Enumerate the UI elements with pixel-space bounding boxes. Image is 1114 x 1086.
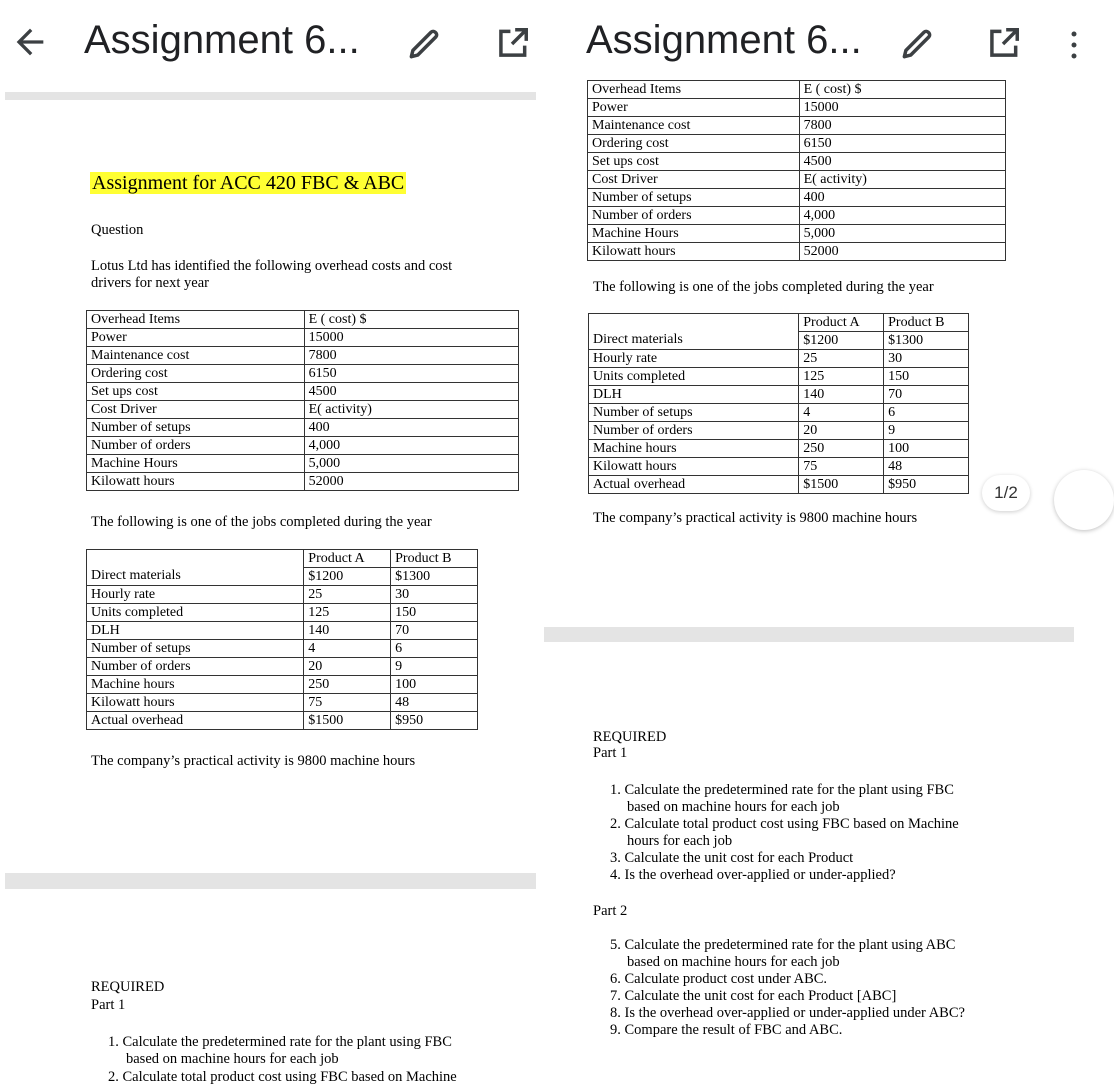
- table-cell: 52000: [799, 243, 1005, 261]
- table-cell: E( activity): [304, 401, 518, 419]
- table-row: [87, 568, 478, 586]
- pencil-icon[interactable]: [405, 25, 443, 63]
- table-cell: Units completed: [87, 604, 304, 622]
- table-cell: 4: [799, 404, 884, 422]
- table-cell: Kilowatt hours: [87, 694, 304, 712]
- table-cell: Set ups cost: [87, 383, 305, 401]
- table-row: [589, 422, 969, 440]
- table-cell: Kilowatt hours: [588, 243, 800, 261]
- list-item: 5. Calculate the predetermined rate for the plant using ABC: [610, 937, 956, 953]
- table-row: [87, 329, 519, 347]
- table-header-row: [87, 311, 519, 329]
- table-header-row: [589, 314, 969, 332]
- table-header-cell: Product A: [304, 550, 391, 568]
- table-row: [588, 171, 1006, 189]
- table-cell: 140: [799, 386, 884, 404]
- jobs-table: [588, 313, 969, 494]
- table-row: [588, 207, 1006, 225]
- table-cell: Direct materials: [589, 332, 799, 350]
- table-row: [87, 473, 519, 491]
- practical-activity-text: The company’s practical activity is 9800 machine hours: [91, 753, 416, 769]
- table-cell: Actual overhead: [589, 476, 799, 494]
- table-cell: 15000: [304, 329, 518, 347]
- table-row: [87, 347, 519, 365]
- table-cell: Hourly rate: [87, 586, 304, 604]
- table-cell: 5,000: [304, 455, 518, 473]
- table-cell: 48: [391, 694, 478, 712]
- table-row: [589, 386, 969, 404]
- list-item: 6. Calculate product cost under ABC.: [610, 971, 828, 987]
- table-header-row: [87, 550, 478, 568]
- right-document-viewer[interactable]: [540, 0, 1080, 1080]
- table-row: [589, 458, 969, 476]
- table-header-cell: [589, 314, 799, 332]
- table-cell: $1300: [884, 332, 969, 350]
- table-cell: Number of orders: [87, 437, 305, 455]
- table-row: [87, 640, 478, 658]
- table-cell: $1500: [304, 712, 391, 730]
- table-cell: 70: [391, 622, 478, 640]
- jobs-intro: The following is one of the jobs completed during the year: [593, 279, 934, 295]
- table-row: [87, 401, 519, 419]
- part1-label: Part 1: [91, 997, 126, 1013]
- table-row: [87, 694, 478, 712]
- table-cell: Hourly rate: [589, 350, 799, 368]
- table-row: [87, 455, 519, 473]
- table-cell: 125: [304, 604, 391, 622]
- arrow-left-icon[interactable]: [10, 22, 50, 62]
- table-row: [87, 712, 478, 730]
- table-cell: 20: [304, 658, 391, 676]
- pencil-icon[interactable]: [898, 25, 936, 63]
- table-cell: 9: [391, 658, 478, 676]
- overhead-costs-table: [86, 310, 519, 491]
- table-cell: 25: [304, 586, 391, 604]
- part1-list: [610, 782, 959, 884]
- table-cell: Ordering cost: [588, 135, 800, 153]
- table-cell: 75: [799, 458, 884, 476]
- table-header-cell: Product B: [884, 314, 969, 332]
- jobs-intro: The following is one of the jobs completed during the year: [91, 514, 432, 530]
- table-cell: 6: [391, 640, 478, 658]
- table-cell: $1500: [799, 476, 884, 494]
- table-cell: Machine hours: [87, 676, 304, 694]
- table-cell: Machine Hours: [87, 455, 305, 473]
- table-header-cell: E ( cost) $: [799, 81, 1005, 99]
- table-cell: 4,000: [799, 207, 1005, 225]
- table-cell: Cost Driver: [588, 171, 800, 189]
- page-gap: [544, 627, 1074, 642]
- table-row: [588, 117, 1006, 135]
- table-cell: 6150: [799, 135, 1005, 153]
- left-app-bar: [0, 0, 540, 90]
- table-cell: Direct materials: [87, 568, 304, 586]
- table-row: [87, 658, 478, 676]
- overhead-costs-table: [587, 80, 1006, 261]
- table-row: [588, 135, 1006, 153]
- table-header-cell: Product B: [391, 550, 478, 568]
- table-cell: Ordering cost: [87, 365, 305, 383]
- table-cell: Machine Hours: [588, 225, 800, 243]
- table-header-cell: E ( cost) $: [304, 311, 518, 329]
- table-cell: 400: [304, 419, 518, 437]
- table-cell: 70: [884, 386, 969, 404]
- table-row: [588, 243, 1006, 261]
- table-row: [589, 440, 969, 458]
- table-cell: E( activity): [799, 171, 1005, 189]
- open-external-icon[interactable]: [984, 25, 1022, 63]
- table-row: [87, 419, 519, 437]
- table-row: [589, 476, 969, 494]
- page-indicator: 1/2: [982, 475, 1030, 511]
- table-cell: Number of orders: [87, 658, 304, 676]
- document-title: Assignment 6...: [84, 18, 360, 62]
- table-cell: 5,000: [799, 225, 1005, 243]
- left-document-viewer[interactable]: [0, 0, 540, 1085]
- table-row: [87, 586, 478, 604]
- floating-action-button[interactable]: [1054, 470, 1114, 530]
- table-row: [588, 225, 1006, 243]
- list-item-continuation: hours for each job: [627, 833, 733, 849]
- table-row: [87, 383, 519, 401]
- table-cell: 52000: [304, 473, 518, 491]
- more-vert-icon[interactable]: [1070, 30, 1078, 60]
- page-top-edge: [5, 92, 536, 100]
- table-cell: Number of orders: [589, 422, 799, 440]
- table-cell: Actual overhead: [87, 712, 304, 730]
- list-item: 4. Is the overhead over-applied or under-applied?: [610, 867, 896, 883]
- table-cell: 150: [391, 604, 478, 622]
- required-label: REQUIRED: [91, 979, 165, 995]
- table-cell: Power: [588, 99, 800, 117]
- list-item: 9. Compare the result of FBC and ABC.: [610, 1022, 843, 1038]
- table-cell: 250: [799, 440, 884, 458]
- table-cell: $950: [391, 712, 478, 730]
- table-cell: 6150: [304, 365, 518, 383]
- table-cell: Units completed: [589, 368, 799, 386]
- table-cell: 7800: [799, 117, 1005, 135]
- table-row: [589, 332, 969, 350]
- table-cell: $950: [884, 476, 969, 494]
- table-cell: 15000: [799, 99, 1005, 117]
- table-cell: Number of setups: [589, 404, 799, 422]
- table-cell: Number of setups: [87, 419, 305, 437]
- table-header-cell: Overhead Items: [87, 311, 305, 329]
- table-cell: Number of orders: [588, 207, 800, 225]
- table-cell: 100: [884, 440, 969, 458]
- required-label: REQUIRED: [593, 729, 667, 745]
- open-external-icon[interactable]: [493, 25, 531, 63]
- table-cell: Kilowatt hours: [87, 473, 305, 491]
- table-cell: 48: [884, 458, 969, 476]
- list-item: 2. Calculate total product cost using FBC based on Machine: [610, 816, 959, 832]
- jobs-table: [86, 549, 478, 730]
- table-header-cell: [87, 550, 304, 568]
- table-row: [87, 437, 519, 455]
- list-item-cut: 2. Calculate total product cost using FBC based on Machine: [108, 1069, 457, 1085]
- table-cell: $1300: [391, 568, 478, 586]
- list-item: 1. Calculate the predetermined rate for the plant using FBC based on machine hours for each job: [108, 1034, 452, 1067]
- table-cell: DLH: [589, 386, 799, 404]
- table-row: [87, 365, 519, 383]
- part1-label: Part 1: [593, 745, 628, 761]
- table-cell: Power: [87, 329, 305, 347]
- table-cell: Number of setups: [87, 640, 304, 658]
- table-cell: Kilowatt hours: [589, 458, 799, 476]
- table-cell: $1200: [304, 568, 391, 586]
- table-cell: 75: [304, 694, 391, 712]
- table-cell: 100: [391, 676, 478, 694]
- table-cell: 4,000: [304, 437, 518, 455]
- table-row: [588, 189, 1006, 207]
- table-row: [589, 404, 969, 422]
- table-cell: 4500: [304, 383, 518, 401]
- table-row: [588, 153, 1006, 171]
- table-cell: Set ups cost: [588, 153, 800, 171]
- part2-list: [610, 937, 965, 1039]
- list-item: 8. Is the overhead over-applied or under-applied under ABC?: [610, 1005, 965, 1021]
- overhead-table-clip: [587, 81, 1007, 262]
- table-row: [87, 622, 478, 640]
- table-header-row: [588, 81, 1006, 99]
- intro-line-1: Lotus Ltd has identified the following overhead costs and cost: [91, 258, 453, 274]
- table-cell: 4500: [799, 153, 1005, 171]
- table-cell: 150: [884, 368, 969, 386]
- table-row: [588, 99, 1006, 117]
- question-label: Question: [91, 222, 144, 238]
- table-cell: 30: [391, 586, 478, 604]
- table-cell: Maintenance cost: [588, 117, 800, 135]
- table-cell: DLH: [87, 622, 304, 640]
- table-cell: 30: [884, 350, 969, 368]
- practical-activity-text: The company’s practical activity is 9800 machine hours: [593, 510, 918, 526]
- page-gap: [5, 873, 536, 889]
- document-title: Assignment 6...: [586, 18, 862, 62]
- table-cell: 20: [799, 422, 884, 440]
- assignment-heading: Assignment for ACC 420 FBC & ABC: [92, 172, 405, 194]
- part2-label: Part 2: [593, 903, 628, 919]
- table-cell: Number of setups: [588, 189, 800, 207]
- list-item: 7. Calculate the unit cost for each Product [ABC]: [610, 988, 897, 1004]
- right-app-bar: [540, 0, 1080, 90]
- table-cell: 6: [884, 404, 969, 422]
- table-row: [87, 604, 478, 622]
- list-item: 3. Calculate the unit cost for each Product: [610, 850, 854, 866]
- table-header-cell: Product A: [799, 314, 884, 332]
- table-cell: 400: [799, 189, 1005, 207]
- table-cell: 125: [799, 368, 884, 386]
- table-cell: $1200: [799, 332, 884, 350]
- table-cell: 25: [799, 350, 884, 368]
- intro-line-2: drivers for next year: [91, 275, 209, 291]
- table-cell: Machine hours: [589, 440, 799, 458]
- table-header-cell: Overhead Items: [588, 81, 800, 99]
- table-cell: 4: [304, 640, 391, 658]
- table-row: [589, 368, 969, 386]
- list-item-continuation: based on machine hours for each job: [627, 799, 840, 815]
- table-cell: 7800: [304, 347, 518, 365]
- table-cell: 140: [304, 622, 391, 640]
- list-item-continuation: based on machine hours for each job: [627, 954, 840, 970]
- list-item: 1. Calculate the predetermined rate for the plant using FBC: [610, 782, 954, 798]
- table-cell: Maintenance cost: [87, 347, 305, 365]
- table-row: [589, 350, 969, 368]
- table-cell: Cost Driver: [87, 401, 305, 419]
- table-row: [87, 676, 478, 694]
- table-cell: 250: [304, 676, 391, 694]
- table-cell: 9: [884, 422, 969, 440]
